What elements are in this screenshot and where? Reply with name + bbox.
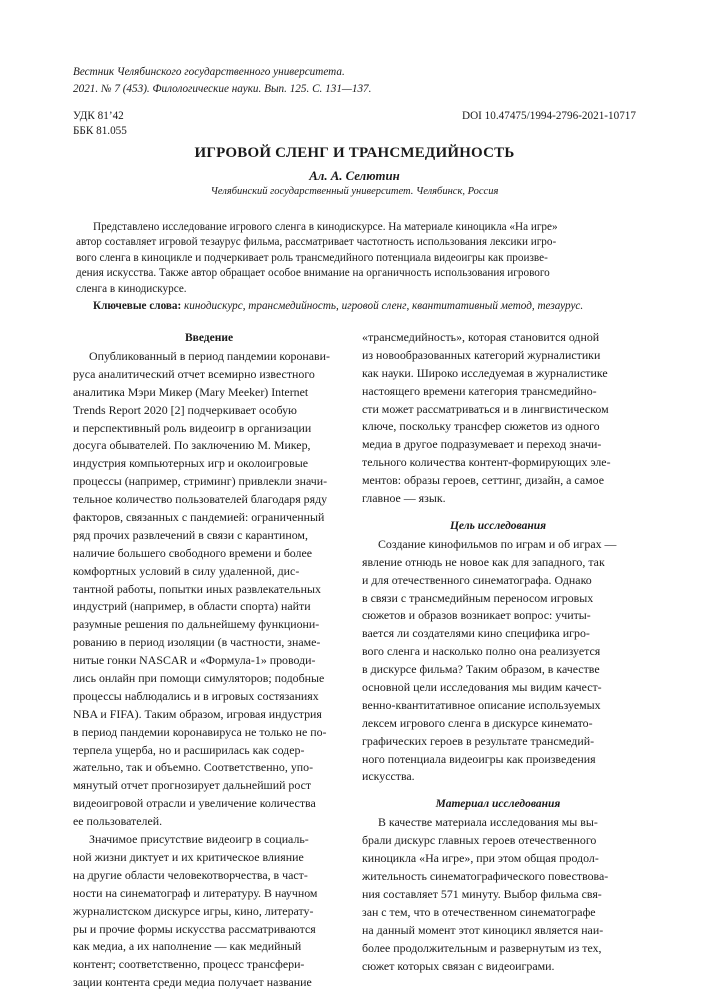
journal-line: 2021. № 7 (453). Филологические науки. Вып. 125. С. 131—137. (73, 83, 372, 95)
left-column (73, 329, 345, 992)
text-line: видеоигровой отрасли и увеличение количества (73, 796, 316, 811)
abstract-line: дения искусства. Также автор обращает особое внимание на органичность использования игрового (76, 267, 550, 280)
text-line: явление отнюдь не новое как для западного, так (362, 554, 605, 569)
text-line: вого сленга и насколько полно она реализуется (362, 644, 601, 659)
text-line: лись онлайн при помощи симуляторов; подобные (73, 671, 325, 686)
text-line: терпела ущерба, но и расширилась как содер- (73, 742, 305, 757)
text-line: ряд прочих развлечений в связи с карантином, (73, 527, 308, 542)
abstract-line: сленга в кинодискурсе. (76, 282, 187, 295)
text-line: тельного количества контент-формирующих эле- (362, 455, 611, 470)
text-line: жательно, так и объемно. Соответственно, упо- (73, 760, 314, 775)
udk-code: УДК 81’42 (73, 110, 124, 122)
text-line: процессы наблюдались и в игровых состязаниях (73, 688, 319, 703)
text-line: жительность синематографического повествова- (362, 869, 609, 884)
text-line: Опубликованный в период пандемии коронави- (89, 349, 330, 363)
doi-link[interactable]: DOI 10.47475/1994-2796-2021-10717 (461, 110, 636, 122)
text-line: сюжет которых связан с видеоиграми. (362, 958, 555, 973)
text-line: зан с тем, что в отечественном синематографе (362, 904, 596, 919)
text-line: руса аналитический отчет всемирно известного (73, 366, 315, 381)
right-column (362, 329, 634, 975)
keywords (93, 300, 583, 312)
text-line: из новообразованных категорий журналистики (362, 347, 601, 362)
text-line: зации контента среди медиа получает название (73, 975, 312, 990)
text-line: ной жизни диктует и их критическое влияние (73, 849, 304, 864)
text-line: в связи с трансмедийным переносом игровых (362, 590, 594, 605)
text-line: венно-квантитативное описание используемых (362, 697, 601, 712)
text-line: журналистском дискурсе игры, кино, литерату- (73, 903, 314, 918)
text-line: рованию в период изоляции (в частности, знаме- (73, 635, 321, 650)
section-heading-goal: Цель исследования (449, 519, 547, 532)
text-line: нитые гонки NASCAR и «Формула-1» проводи- (73, 653, 316, 668)
abstract-line: автор составляет игровой тезаурус фильма, рассматривает частотность использования лексики игро- (76, 236, 557, 249)
text-line: ключе, поскольку трансфер сюжетов из одного (362, 419, 600, 434)
paragraph (73, 831, 345, 992)
keywords-label: Ключевые слова: (93, 300, 182, 312)
text-line: вается ли создателями кино специфика игро- (362, 626, 590, 641)
text-line: настоящего времени категория трансмедийно- (362, 383, 597, 398)
section-heading-introduction: Введение (184, 332, 234, 344)
text-line: разумные решения по дальнейшему функциони- (73, 617, 320, 632)
bbk-code: ББК 81.055 (73, 125, 127, 137)
text-line: искусства. (362, 769, 415, 784)
text-line: ры и прочие формы искусства рассматриваются (73, 921, 316, 936)
article-author: Ал. А. Селютин (309, 169, 400, 183)
spacer (362, 508, 634, 517)
text-line: главное — язык. (362, 491, 446, 506)
text-line: на данный момент этот киноцикл является наи- (362, 922, 604, 937)
text-line: медиа в другое подразумевает и переход значи- (362, 437, 602, 452)
text-line: наличие большего свободного времени и более (73, 545, 313, 560)
journal-line: Вестник Челябинского государственного университета. (73, 66, 345, 78)
text-line: в дискурсе фильма? Таким образом, в качестве (362, 662, 600, 677)
text-line: как медиа, а их наполнение — как медийный (73, 939, 302, 954)
text-line: индустрия компьютерных игр и околоигровые (73, 456, 309, 471)
author-affiliation: Челябинский государственный университет. Челябинск, Россия (210, 186, 499, 197)
text-line: NBA и FIFA). Таким образом, игровая индустрия (73, 706, 322, 721)
text-line: ного потенциала видеоигры как произведения (362, 751, 596, 766)
text-line: графических героев в результате трансмедий- (362, 733, 595, 748)
paragraph (73, 348, 345, 831)
text-line: на другие области человекотворчества, в част- (73, 867, 308, 882)
abstract (76, 220, 631, 297)
text-line: аналитика Мэри Микер (Mary Meeker) Internet (73, 384, 309, 399)
text-line: контент; соответственно, процесс трансфери- (73, 957, 305, 972)
text-line: киноцикла «На игре», при этом общая продол- (362, 851, 599, 866)
classification-codes (73, 109, 127, 139)
paragraph (362, 814, 634, 975)
text-line: и перспективный роль видеоигр в организации (73, 420, 312, 435)
text-line: сти может рассматриваться и в лингвистическом (362, 401, 609, 416)
text-line: ментов: образы героев, сеттинг, дизайн, а самое (362, 473, 604, 488)
section-heading-material: Материал исследования (435, 798, 561, 811)
text-line: в период пандемии коронавируса не только не по- (73, 724, 327, 739)
text-line: процессы (например, стриминг) привлекли значи- (73, 474, 328, 489)
text-line: сюжетов и образов возникает вопрос: учиты- (362, 608, 591, 623)
text-line: тантной работы, попытки иных развлекательных (73, 581, 321, 596)
text-line: более продолжительным и развернутым из тех, (362, 940, 602, 955)
text-line: основной цели исследования мы видим качест- (362, 680, 602, 695)
journal-citation (73, 64, 633, 98)
text-line: лексем игрового сленга в дискурсе кинемато- (362, 715, 593, 730)
abstract-line: Представлено исследование игрового сленга в кинодискурсе. На материале киноцикла «На игре» (93, 221, 558, 233)
paragraph (362, 536, 634, 786)
text-line: факторов, связанных с пандемией: ограниченный (73, 510, 325, 525)
spacer (362, 786, 634, 795)
text-line: досуга обывателей. По заключению М. Микер, (73, 438, 311, 453)
text-line: мянутый отчет прогнозирует дальнейший рост (73, 778, 312, 793)
text-line: ния составляет 571 минуту. Выбор фильма свя- (362, 886, 602, 901)
text-line: В качестве материала исследования мы вы- (378, 815, 598, 830)
text-line: брали дискурс главных героев отечественного (362, 833, 597, 848)
text-line: ее пользователей. (73, 814, 163, 829)
paragraph (362, 329, 634, 508)
text-line: индустрий (например, в области спорта) найти (73, 599, 311, 614)
text-line: «трансмедийность», которая становится одной (362, 330, 600, 344)
abstract-line: вого сленга в киноцикле и подчеркивает роль трансмедийного потенциала видеоигры как произве- (76, 251, 548, 264)
keywords-text: кинодискурс, трансмедийность, игровой сленг, квантитативный метод, тезаурус. (184, 300, 584, 312)
text-line: тельное количество пользователей благодаря ряду (73, 492, 328, 507)
article-title: ИГРОВОЙ СЛЕНГ И ТРАНСМЕДИЙНОСТЬ (194, 145, 515, 161)
text-line: комфортных условий в силу удаленной, дис- (73, 563, 300, 578)
text-line: как науки. Широко исследуемая в журналистике (362, 365, 608, 380)
text-line: и для отечественного синематографа. Однако (362, 572, 592, 587)
text-line: ности на синематограф и литературу. В научном (73, 885, 318, 900)
text-line: Создание кинофильмов по играм и об играх — (378, 536, 617, 551)
text-line: Trends Report 2020 [2] подчеркивает особую (73, 402, 297, 417)
text-line: Значимое присутствие видеоигр в социаль- (89, 832, 309, 847)
